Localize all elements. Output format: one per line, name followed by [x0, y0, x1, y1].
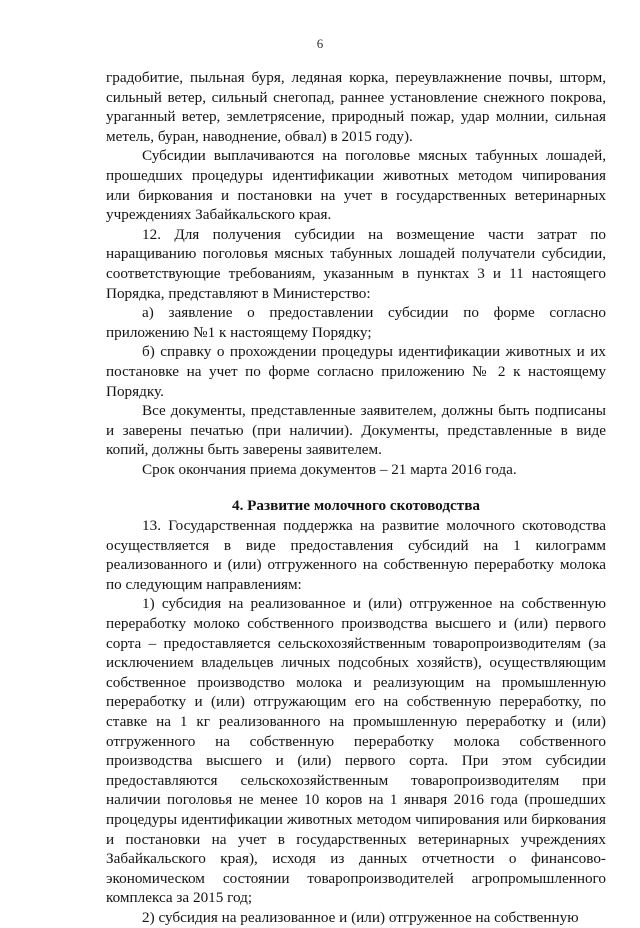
paragraph-item-a: а) заявление о предоставлении субсидии по форме согласно приложению №1 к настоящему Порядку;: [106, 304, 606, 341]
paragraph-subitem-2: 2) субсидия на реализованное и (или) отгруженное на собственную: [142, 908, 579, 926]
page-number: 6: [316, 36, 324, 51]
paragraph-item-13: 13. Государственная поддержка на развитие молочного скотоводства осуществляется в виде предоставления субсидий на 1 килограмм реализованного и (или) отгруженного на собственную переработку молока по следующим направлениям:: [106, 517, 606, 593]
document-body: [106, 68, 606, 928]
paragraph-item-b: б) справку о прохождении процедуры идентификации животных и их постановке на учет по форме согласно приложению № 2 к настоящему Порядку.: [106, 343, 606, 400]
paragraph-continued: градобитие, пыльная буря, ледяная корка, переувлажнение почвы, шторм, сильный ветер, сильный снегопад, раннее установление снежного покрова, ураганный ветер, землетрясение, природный пожар, удар молнии, сильная метель, буран, наводнение, обвал) в 2015 году).: [106, 69, 606, 145]
paragraph-deadline: Срок окончания приема документов – 21 марта 2016 года.: [142, 460, 517, 478]
paragraph-subsidy-horses: Субсидии выплачиваются на поголовье мясных табунных лошадей, прошедших процедуры идентификации животных методом чипирования или биркования и постановки на учет в государственных ветеринарных учреждениях Забайкальского края.: [106, 147, 606, 224]
paragraph-item-12: 12. Для получения субсидии на возмещение части затрат по наращиванию поголовья мясных табунных лошадей получатели субсидии, соответствующие требованиям, указанным в пунктах 3 и 11 настоящего Порядка, представляют в Министерство:: [106, 225, 606, 302]
section-heading: 4. Развитие молочного скотоводства: [231, 497, 481, 515]
paragraph-subitem-1: 1) субсидия на реализованное и (или) отгруженное на собственную переработку молоко собственного производства высшего и (или) первого сорта – предоставляется сельскохозяйственным товаропроизводителям (за исключением владельцев личных подсобных хозяйств), осуществляющим собственное производство молока и реализующим на промышленную переработку и (или) отгружающим его на собственную переработку, по ставке на 1 кг реализованного на промышленную переработку и (или) отгруженного на собственную переработку молока собственного производства высшего и (или) первого сорта. При этом субсидии предоставляются сельскохозяйственным товаропроизводителям при наличии поголовья не менее 10 коров на 1 января 2016 года (прошедших процедуры идентификации животных методом чипирования или биркования и постановки на учет в государственных ветеринарных учреждениях Забайкальского края), исходя из данных отчетности о финансово-экономическом состоянии товаропроизводителей агропромышленного комплекса за 2015 год;: [106, 595, 606, 907]
paragraph-documents: Все документы, представленные заявителем, должны быть подписаны и заверены печатью (при наличии). Документы, представленные в виде копий, должны быть заверены заявителем.: [106, 402, 606, 459]
